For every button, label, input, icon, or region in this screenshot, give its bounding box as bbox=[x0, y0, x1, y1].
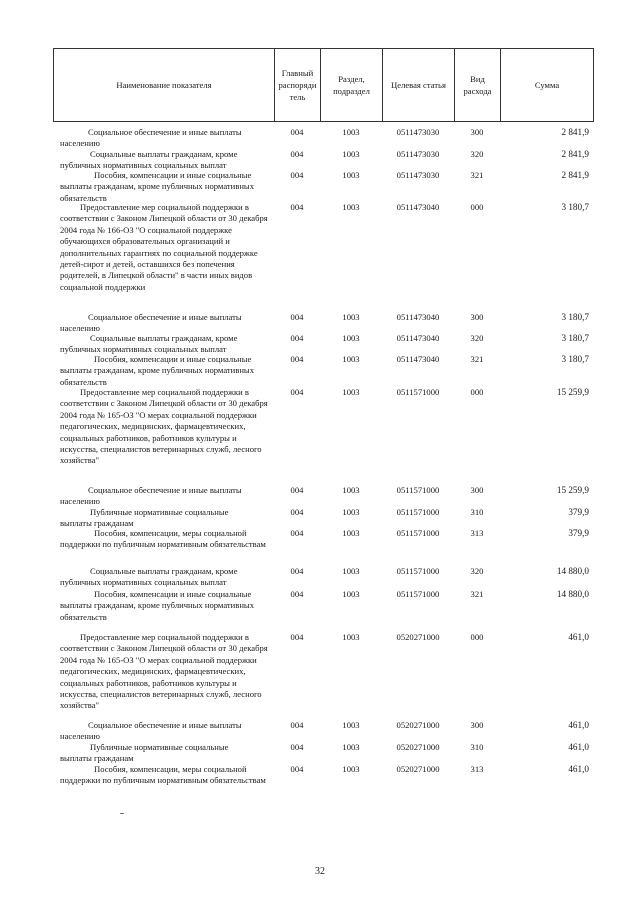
row-section: 1003 bbox=[342, 566, 360, 576]
row-name-first-line: Предоставление мер социальной поддержки в bbox=[80, 202, 249, 212]
row-chief-manager: 004 bbox=[290, 170, 304, 180]
row-chief-manager: 004 bbox=[290, 333, 304, 343]
row-name-first-line: Пособия, компенсации и иные социальные bbox=[94, 354, 252, 364]
row-expense-type: 300 bbox=[470, 312, 484, 322]
row-indicator-name bbox=[60, 127, 274, 150]
row-name-continuation: выплаты гражданам, кроме публичных нормативных обязательств bbox=[60, 600, 254, 622]
row-name-continuation: населению bbox=[60, 496, 100, 507]
row-target-article: 0511473030 bbox=[396, 170, 440, 180]
row-sum: 379,9 bbox=[568, 507, 589, 517]
header-target-article: Целевая статья bbox=[382, 48, 454, 122]
row-chief-manager: 004 bbox=[290, 566, 304, 576]
row-name-first-line: Пособия, компенсации и иные социальные bbox=[94, 170, 252, 180]
row-chief-manager: 004 bbox=[290, 354, 304, 364]
row-name-first-line: Предоставление мер социальной поддержки в bbox=[80, 632, 249, 642]
row-sum: 15 259,9 bbox=[556, 387, 589, 397]
row-name-continuation: соответствии с Законом Липецкой области от 30 декабря 2004 года № 165-ОЗ "О мерах социальной поддержки педагогических, медицинских, фармацевтических, социальных работников, работников культуры и искусства, специалистов ветеринарных служб, лесного хозяйства" bbox=[60, 643, 268, 711]
row-expense-type: 000 bbox=[470, 202, 484, 212]
row-section: 1003 bbox=[342, 170, 360, 180]
row-section: 1003 bbox=[342, 589, 360, 599]
row-indicator-name bbox=[60, 528, 274, 551]
row-target-article: 0511473040 bbox=[396, 354, 440, 364]
row-expense-type: 310 bbox=[470, 742, 484, 752]
row-sum: 2 841,9 bbox=[561, 170, 589, 180]
row-name-first-line: Социальные выплаты гражданам, кроме bbox=[90, 149, 238, 159]
page-number: 32 bbox=[315, 866, 325, 877]
row-sum: 14 880,0 bbox=[556, 589, 589, 599]
row-section: 1003 bbox=[342, 632, 360, 642]
row-indicator-name bbox=[60, 354, 274, 388]
row-name-first-line: Социальное обеспечение и иные выплаты bbox=[88, 720, 242, 730]
row-name-first-line: Предоставление мер социальной поддержки в bbox=[80, 387, 249, 397]
row-name-continuation: населению bbox=[60, 731, 100, 742]
row-section: 1003 bbox=[342, 720, 360, 730]
row-section: 1003 bbox=[342, 764, 360, 774]
row-target-article: 0520271000 bbox=[396, 742, 440, 752]
row-expense-type: 313 bbox=[470, 764, 484, 774]
row-name-continuation: публичных нормативных социальных выплат bbox=[60, 160, 227, 171]
row-expense-type: 320 bbox=[470, 149, 484, 159]
row-sum: 3 180,7 bbox=[561, 354, 589, 364]
row-target-article: 0520271000 bbox=[396, 720, 440, 730]
row-sum: 3 180,7 bbox=[561, 202, 589, 212]
row-name-continuation: публичных нормативных социальных выплат bbox=[60, 344, 227, 355]
row-section: 1003 bbox=[342, 528, 360, 538]
row-target-article: 0511473030 bbox=[396, 149, 440, 159]
row-expense-type: 313 bbox=[470, 528, 484, 538]
row-indicator-name bbox=[60, 170, 274, 204]
header-name: Наименование показателя bbox=[53, 48, 274, 122]
row-expense-type: 000 bbox=[470, 632, 484, 642]
row-section: 1003 bbox=[342, 742, 360, 752]
row-section: 1003 bbox=[342, 333, 360, 343]
row-target-article: 0511473040 bbox=[396, 202, 440, 212]
row-chief-manager: 004 bbox=[290, 507, 304, 517]
row-section: 1003 bbox=[342, 354, 360, 364]
row-name-first-line: Публичные нормативные социальные bbox=[90, 742, 229, 752]
row-target-article: 0511571000 bbox=[396, 589, 440, 599]
row-chief-manager: 004 bbox=[290, 485, 304, 495]
row-name-first-line: Пособия, компенсации, меры социальной bbox=[94, 764, 247, 774]
row-name-first-line: Пособия, компенсации, меры социальной bbox=[94, 528, 247, 538]
row-sum: 461,0 bbox=[568, 720, 589, 730]
row-name-first-line: Социальные выплаты гражданам, кроме bbox=[90, 566, 238, 576]
row-indicator-name bbox=[60, 312, 274, 335]
row-sum: 14 880,0 bbox=[556, 566, 589, 576]
row-indicator-name bbox=[60, 742, 274, 765]
row-indicator-name bbox=[60, 387, 274, 467]
row-name-continuation: выплаты гражданам bbox=[60, 518, 134, 529]
row-chief-manager: 004 bbox=[290, 764, 304, 774]
row-name-first-line: Социальное обеспечение и иные выплаты bbox=[88, 312, 242, 322]
row-chief-manager: 004 bbox=[290, 202, 304, 212]
row-expense-type: 310 bbox=[470, 507, 484, 517]
row-name-continuation: публичных нормативных социальных выплат bbox=[60, 577, 227, 588]
row-expense-type: 320 bbox=[470, 333, 484, 343]
header-chief-manager: Главный распоряди тель bbox=[274, 48, 320, 122]
header-section: Раздел, подраздел bbox=[320, 48, 382, 122]
row-expense-type: 300 bbox=[470, 720, 484, 730]
row-chief-manager: 004 bbox=[290, 742, 304, 752]
row-name-first-line: Социальные выплаты гражданам, кроме bbox=[90, 333, 238, 343]
row-target-article: 0511571000 bbox=[396, 528, 440, 538]
row-target-article: 0511473040 bbox=[396, 312, 440, 322]
row-name-continuation: населению bbox=[60, 323, 100, 334]
row-expense-type: 321 bbox=[470, 170, 484, 180]
row-indicator-name bbox=[60, 632, 274, 712]
row-name-continuation: поддержки по публичным нормативным обязательствам bbox=[60, 539, 266, 550]
row-section: 1003 bbox=[342, 387, 360, 397]
scan-mark bbox=[120, 813, 124, 814]
row-name-continuation: соответствии с Законом Липецкой области от 30 декабря 2004 года № 166-ОЗ "О социальной поддержке обучающихся образовательных организаций и дополнительных гарантиях по социальной поддержке детей-сирот и детей, оставшихся без попечения родителей, в Липецкой области" в части иных видов социальной поддержки bbox=[60, 213, 268, 292]
row-indicator-name bbox=[60, 764, 274, 787]
row-name-first-line: Социальное обеспечение и иные выплаты bbox=[88, 127, 242, 137]
row-indicator-name bbox=[60, 202, 274, 293]
row-sum: 15 259,9 bbox=[556, 485, 589, 495]
row-sum: 3 180,7 bbox=[561, 312, 589, 322]
row-section: 1003 bbox=[342, 202, 360, 212]
row-chief-manager: 004 bbox=[290, 632, 304, 642]
header-sum: Сумма bbox=[500, 48, 594, 122]
row-sum: 461,0 bbox=[568, 632, 589, 642]
row-target-article: 0520271000 bbox=[396, 764, 440, 774]
row-chief-manager: 004 bbox=[290, 149, 304, 159]
row-chief-manager: 004 bbox=[290, 387, 304, 397]
row-expense-type: 321 bbox=[470, 589, 484, 599]
row-section: 1003 bbox=[342, 149, 360, 159]
row-section: 1003 bbox=[342, 312, 360, 322]
row-name-continuation: выплаты гражданам, кроме публичных нормативных обязательств bbox=[60, 181, 254, 203]
row-indicator-name bbox=[60, 333, 274, 356]
row-name-first-line: Пособия, компенсации и иные социальные bbox=[94, 589, 252, 599]
row-chief-manager: 004 bbox=[290, 312, 304, 322]
row-expense-type: 320 bbox=[470, 566, 484, 576]
header-expense-type: Вид расхода bbox=[454, 48, 500, 122]
row-expense-type: 300 bbox=[470, 127, 484, 137]
row-section: 1003 bbox=[342, 127, 360, 137]
row-name-continuation: выплаты гражданам bbox=[60, 753, 134, 764]
row-indicator-name bbox=[60, 566, 274, 589]
row-chief-manager: 004 bbox=[290, 127, 304, 137]
row-expense-type: 300 bbox=[470, 485, 484, 495]
row-sum: 2 841,9 bbox=[561, 127, 589, 137]
row-name-continuation: поддержки по публичным нормативным обязательствам bbox=[60, 775, 266, 786]
row-indicator-name bbox=[60, 485, 274, 508]
row-expense-type: 000 bbox=[470, 387, 484, 397]
row-chief-manager: 004 bbox=[290, 589, 304, 599]
row-chief-manager: 004 bbox=[290, 528, 304, 538]
row-target-article: 0511571000 bbox=[396, 507, 440, 517]
row-name-continuation: населению bbox=[60, 138, 100, 149]
row-sum: 379,9 bbox=[568, 528, 589, 538]
row-name-continuation: соответствии с Законом Липецкой области от 30 декабря 2004 года № 165-ОЗ "О мерах социальной поддержки педагогических, медицинских, фармацевтических, социальных работников, работников культуры и искусства, специалистов ветеринарных служб, лесного хозяйства" bbox=[60, 398, 268, 466]
row-target-article: 0511473040 bbox=[396, 333, 440, 343]
row-name-continuation: выплаты гражданам, кроме публичных нормативных обязательств bbox=[60, 365, 254, 387]
row-sum: 461,0 bbox=[568, 764, 589, 774]
row-section: 1003 bbox=[342, 507, 360, 517]
row-indicator-name bbox=[60, 720, 274, 743]
row-sum: 2 841,9 bbox=[561, 149, 589, 159]
row-target-article: 0511473030 bbox=[396, 127, 440, 137]
row-indicator-name bbox=[60, 149, 274, 172]
row-name-first-line: Социальное обеспечение и иные выплаты bbox=[88, 485, 242, 495]
row-target-article: 0511571000 bbox=[396, 566, 440, 576]
row-sum: 461,0 bbox=[568, 742, 589, 752]
row-chief-manager: 004 bbox=[290, 720, 304, 730]
row-target-article: 0520271000 bbox=[396, 632, 440, 642]
row-expense-type: 321 bbox=[470, 354, 484, 364]
row-name-first-line: Публичные нормативные социальные bbox=[90, 507, 229, 517]
row-indicator-name bbox=[60, 507, 274, 530]
row-target-article: 0511571000 bbox=[396, 485, 440, 495]
row-indicator-name bbox=[60, 589, 274, 623]
row-target-article: 0511571000 bbox=[396, 387, 440, 397]
row-sum: 3 180,7 bbox=[561, 333, 589, 343]
row-section: 1003 bbox=[342, 485, 360, 495]
